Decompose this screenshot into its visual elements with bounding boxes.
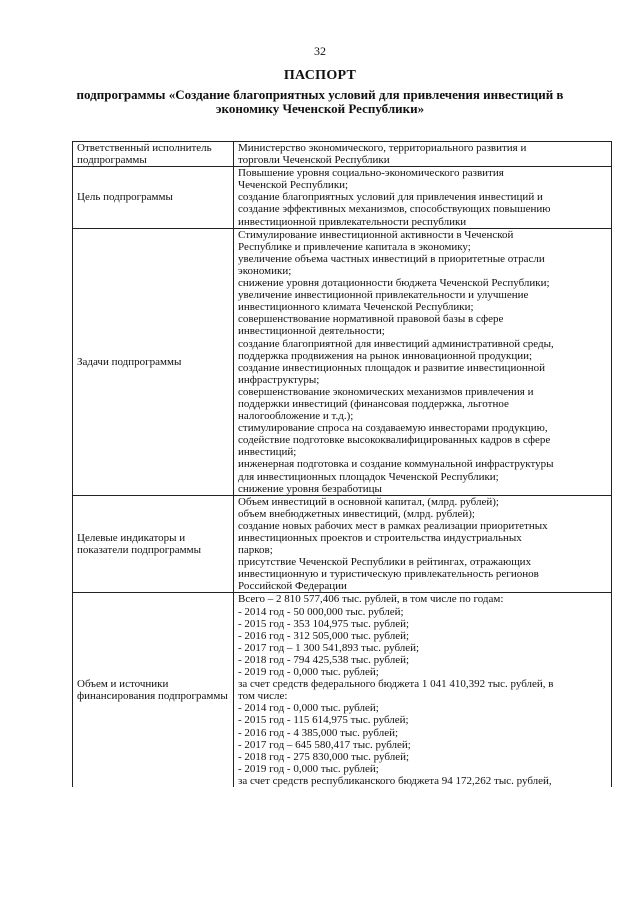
page-number: 32 — [314, 44, 326, 58]
text-line: - 2015 год - 353 104,975 тыс. рублей; — [238, 617, 410, 630]
document-subtitle: подпрограммы «Создание благоприятных условий для привлечения инвестиций в экономику Чеченской Республики» — [76, 87, 564, 116]
text-line: Повышение уровня социально-экономического развития — [238, 167, 504, 180]
text-line: Стимулирование инвестиционной активности в Чеченской — [238, 228, 514, 241]
text-line: за счет средств республиканского бюджета 94 172,262 тыс. рублей, — [238, 774, 552, 787]
table-row-target-indicators — [73, 495, 612, 593]
text-line: снижение уровня дотационности бюджета Чеченской Республики; — [238, 277, 550, 290]
document-title: ПАСПОРТ — [283, 68, 357, 83]
text-line: инвестиционной привлекательности республики — [238, 215, 467, 228]
text-line: - 2017 год – 645 580,417 тыс. рублей; — [238, 738, 411, 751]
text-line: инвестиционную и туристическую привлекательность регионов — [238, 568, 539, 581]
text-line: Всего – 2 810 577,406 тыс. рублей, в том числе по годам: — [238, 593, 504, 606]
text-line: экономики; — [238, 264, 292, 277]
text-line: создание благоприятных условий для привлечения инвестиций и — [238, 191, 543, 204]
text-line: - 2016 год - 312 505,000 тыс. рублей; — [238, 629, 410, 642]
text-line: - 2019 год - 0,000 тыс. рублей; — [238, 666, 379, 679]
row-value — [234, 495, 612, 593]
row-label: Целевые индикаторы и показатели подпрограммы — [73, 495, 234, 593]
text-line: Чеченской Республики; — [238, 179, 349, 192]
text-line: присутствие Чеченской Республики в рейтингах, отражающих — [238, 556, 532, 569]
table-row-funding-sources — [73, 593, 612, 787]
row-value — [234, 142, 612, 167]
text-line: - 2014 год - 0,000 тыс. рублей; — [238, 702, 379, 715]
text-line: снижение уровня безработицы — [238, 482, 382, 495]
text-line: инвестиционной деятельности; — [238, 325, 385, 338]
text-line: Объем инвестиций в основной капитал, (млрд. рублей); — [238, 495, 499, 508]
text-line: поддержки инвестиций (финансовая поддержка, льготное — [238, 397, 509, 410]
text-line: поддержка продвижения на рынок инновационной продукции; — [238, 349, 533, 362]
text-line: инвестиционных проектов и строительства индустриальных — [238, 532, 522, 544]
text-line: для инвестиционных площадок Чеченской Республики; — [238, 470, 499, 483]
text-line: Министерство экономического, территориального развития и — [238, 142, 527, 154]
text-line: увеличение инвестиционной привлекательности и улучшение — [238, 289, 529, 302]
text-line: - 2017 год – 1 300 541,893 тыс. рублей; — [238, 641, 420, 654]
text-line: создание инвестиционных площадок и развитие инвестиционной — [238, 361, 545, 374]
text-line: торговли Чеченской Республики — [238, 154, 390, 167]
text-line: Республике и привлечение капитала в экономику; — [238, 240, 471, 253]
table-row-responsible-executor — [73, 142, 612, 167]
text-line: объем внебюджетных инвестиций, (млрд. рублей); — [238, 507, 475, 520]
text-line: стимулирование спроса на создаваемую инвесторами продукцию, — [238, 422, 548, 435]
text-line: создание благоприятной для инвестиций административной среды, — [238, 337, 554, 350]
text-line: парков; — [238, 544, 273, 557]
row-label: Цель подпрограммы — [73, 167, 234, 228]
text-line: создание эффективных механизмов, способствующих повышению — [238, 203, 551, 216]
text-line: совершенствование экономических механизмов привлечения и — [238, 385, 534, 398]
text-line: инфраструктуры; — [238, 373, 320, 386]
text-line: - 2019 год - 0,000 тыс. рублей; — [238, 762, 379, 775]
text-line: том числе: — [238, 690, 288, 703]
row-label: Задачи подпрограммы — [73, 228, 234, 495]
row-value — [234, 228, 612, 495]
text-line: инвестиционного климата Чеченской Республики; — [238, 301, 474, 314]
row-value — [234, 167, 612, 228]
text-line: увеличение объема частных инвестиций в приоритетные отрасли — [238, 252, 545, 265]
row-label: Ответственный исполнитель подпрограммы — [73, 142, 234, 167]
text-line: - 2018 год - 794 425,538 тыс. рублей; — [238, 653, 410, 666]
text-line: налогообложение и т.д.); — [238, 410, 354, 423]
text-line: Российской Федерации — [238, 580, 347, 593]
text-line: создание новых рабочих мест в рамках реализации приоритетных — [238, 519, 548, 532]
table-row-subprogram-tasks — [73, 228, 612, 495]
text-line: совершенствование нормативной правовой базы в сфере — [238, 313, 504, 326]
text-line: инженерная подготовка и создание коммунальной инфраструктуры — [238, 458, 554, 471]
text-line: - 2018 год - 275 830,000 тыс. рублей; — [238, 750, 410, 763]
text-line: - 2014 год - 50 000,000 тыс. рублей; — [238, 605, 404, 618]
row-label: Объем и источники финансирования подпрограммы — [73, 593, 234, 787]
text-line: за счет средств федерального бюджета 1 041 410,392 тыс. рублей, в — [238, 678, 554, 691]
passport-table — [72, 141, 612, 787]
text-line: содействие подготовке высококвалифицированных кадров в сфере — [238, 434, 551, 447]
text-line: - 2015 год - 115 614,975 тыс. рублей; — [238, 714, 409, 727]
row-value — [234, 593, 612, 787]
table-row-subprogram-goal — [73, 167, 612, 228]
text-line: - 2016 год - 4 385,000 тыс. рублей; — [238, 726, 399, 739]
text-line: инвестиций; — [238, 446, 297, 459]
